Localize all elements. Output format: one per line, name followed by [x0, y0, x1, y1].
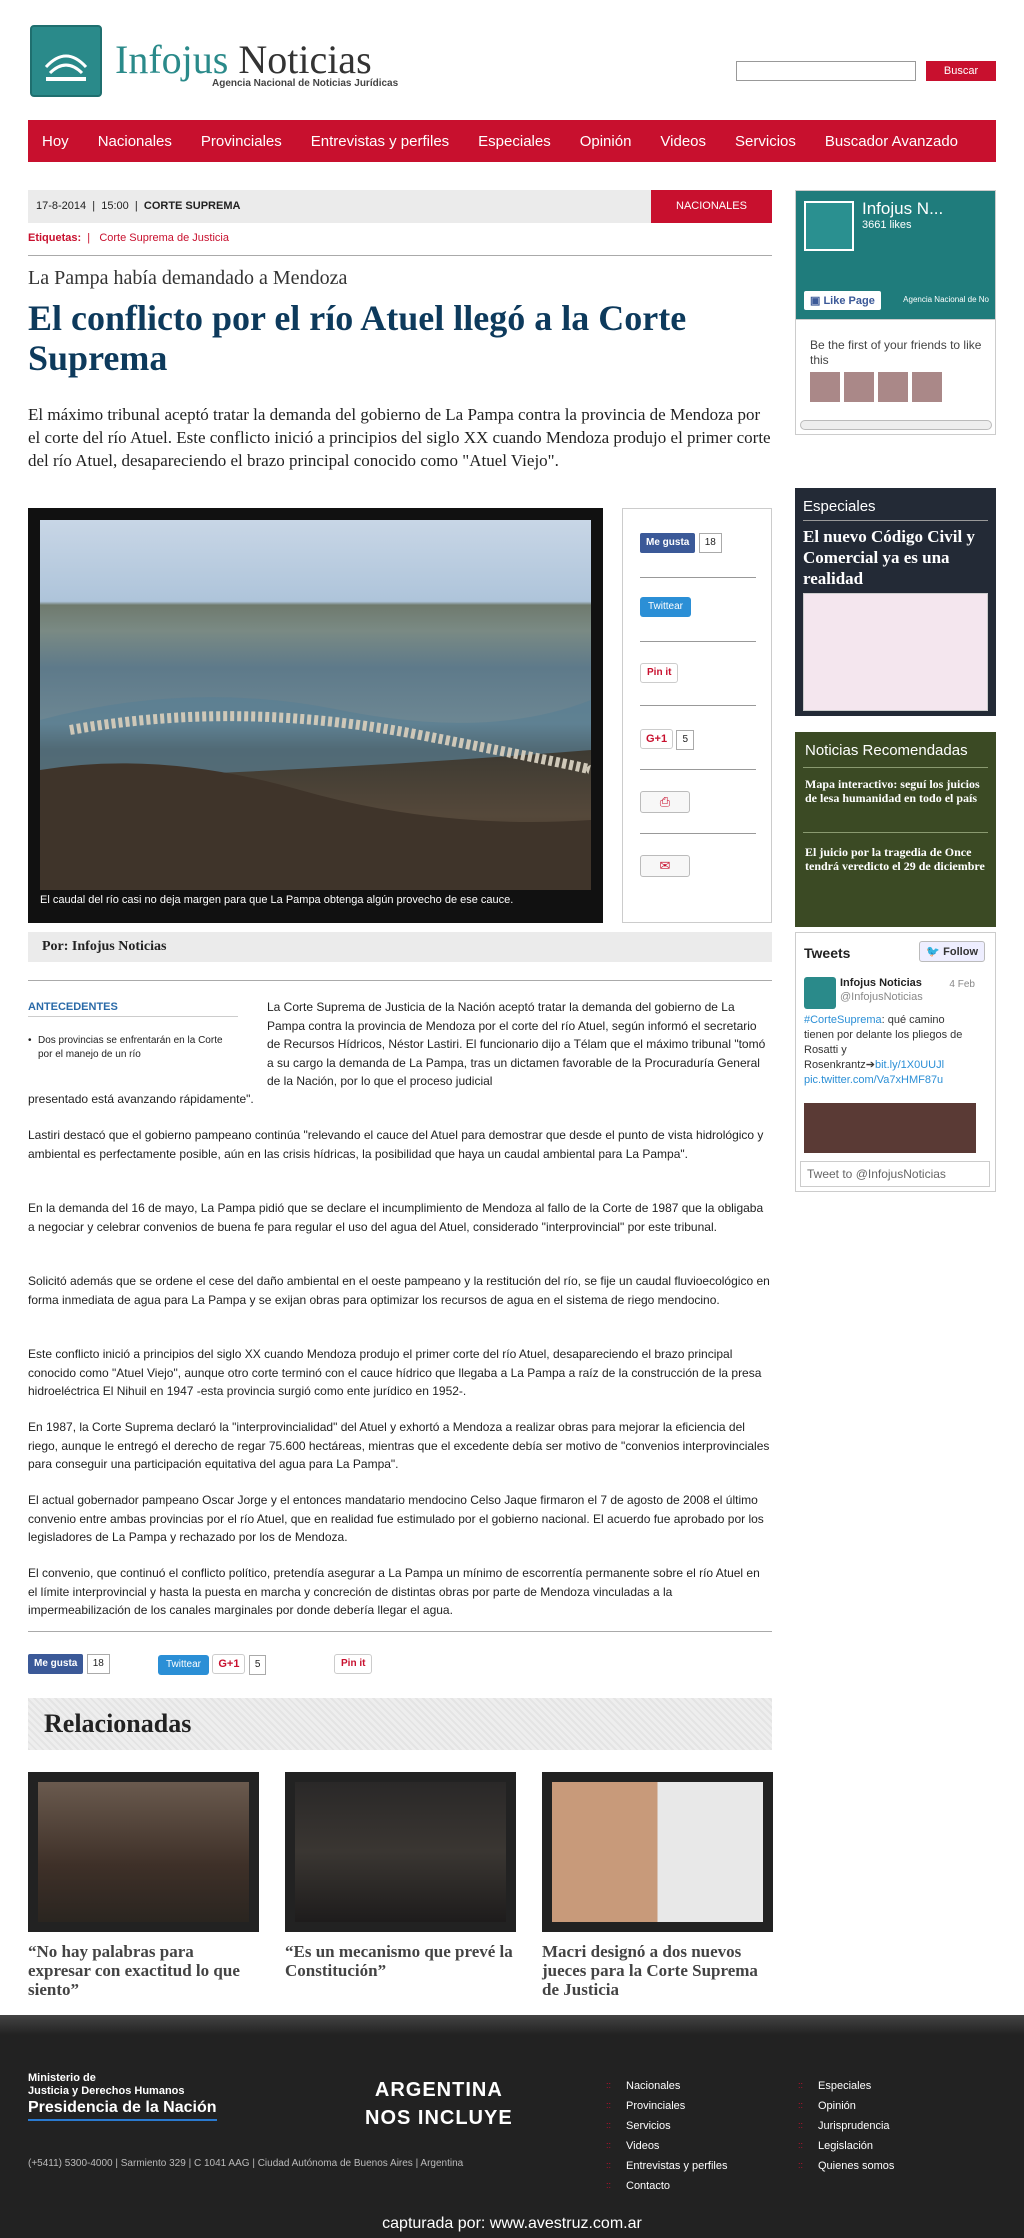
category-button[interactable]: NACIONALES: [651, 190, 772, 223]
related-title-1[interactable]: “No hay palabras para expresar con exactitud lo que siento”: [28, 1942, 240, 1999]
print-icon[interactable]: ⎙: [640, 791, 690, 813]
main-nav: [28, 120, 996, 162]
especiales-link[interactable]: El nuevo Código Civil y Comercial ya es una realidad: [803, 527, 975, 588]
article-paragraph-1: La Corte Suprema de Justicia de la Nación aceptó tratar la demanda del gobierno de La Pampa contra la provincia de Mendoza por el corte del río Atuel, según informó el secretario de Recursos Hídricos, Néstor Lastiri. El funcionario dijo a Télam que el máximo tribunal "tomó a su cargo la demanda de La Pampa, tras un dictamen favorable de la Procuraduría General de la Nación, por lo que el proceso judicial: [267, 1000, 766, 1088]
fb-like-label: Me gusta: [646, 537, 690, 548]
site-logo-icon[interactable]: [30, 25, 102, 97]
footer-link-provinciales[interactable]: :: Provinciales: [626, 2100, 685, 2112]
river-image: [40, 520, 591, 890]
article-paragraph-4: Solicitó además que se ordene el cese del daño ambiental en el oeste pampeano y la restitución del río, se fije un caudal fluvioecológico en forma inmediata de agua para La Pampa y se exijan obras para optimizar los recursos de agua en el sistema de riego mendocino.: [28, 1274, 770, 1307]
photo-caption: El caudal del río casi no deja margen para que La Pampa obtenga algún provecho de ese cauce.: [40, 894, 514, 906]
footer-link-entrevistas[interactable]: :: Entrevistas y perfiles: [626, 2160, 727, 2172]
related-image-2[interactable]: [285, 1772, 516, 1932]
divider: [28, 1631, 772, 1632]
article-kicker: La Pampa había demandado a Mendoza: [28, 267, 348, 289]
divider: [640, 641, 756, 642]
site-subtitle: Agencia Nacional de Noticias Jurídicas: [212, 78, 399, 89]
footer-ministerio: Ministerio de Justicia y Derechos Humanos: [28, 2072, 185, 2097]
fb-like-page-button[interactable]: ▣ Like Page: [804, 291, 881, 310]
article-paragraph-2: Lastiri destacó que el gobierno pampeano continúa "relevando el cauce del Atuel para demostrar que desde el punto de vista hidrológico y ambiental es perfectamente posible, aún en las crisis hídricas, la posibilidad que haya un caudal ambiental para La Pampa".: [28, 1128, 764, 1161]
recommended-title: Noticias Recomendadas: [805, 742, 968, 759]
site-name-part-1: Infojus: [115, 37, 229, 82]
byline: Por: Infojus Noticias: [28, 932, 772, 962]
tweet-author-handle[interactable]: @InfojusNoticias: [840, 991, 923, 1003]
fb-friend-thumbs: [810, 372, 942, 402]
nav-item-hoy[interactable]: Hoy: [42, 132, 69, 150]
tweet-date[interactable]: 4 Feb: [949, 979, 975, 990]
footer-argentina-1: ARGENTINA: [374, 2079, 503, 2101]
tweet-link-1[interactable]: bit.ly/1X0UUJl: [874, 1059, 945, 1071]
footer-link-especiales[interactable]: :: Especiales: [818, 2080, 871, 2092]
gplus-button[interactable]: [640, 729, 673, 749]
related-title-2[interactable]: “Es un mecanismo que prevé la Constitución”: [285, 1942, 513, 1980]
antecedentes-title: ANTECEDENTES: [28, 1001, 118, 1013]
follow-label: Follow: [943, 946, 978, 958]
twitter-button-bottom[interactable]: [158, 1655, 209, 1675]
nav-item-especiales[interactable]: Especiales: [478, 132, 551, 150]
gplus-count: 5: [676, 730, 694, 750]
nav-item-nacionales[interactable]: Nacionales: [97, 132, 172, 150]
tags-row: Etiquetas: | Corte Suprema de Justicia: [28, 232, 229, 244]
facebook-friends-box: [795, 320, 996, 435]
friend-avatar[interactable]: [912, 372, 942, 402]
search-button[interactable]: Buscar: [926, 61, 996, 81]
divider: [640, 769, 756, 770]
article-section: CORTE SUPREMA: [143, 200, 241, 212]
footer-argentina-2: NOS INCLUYE: [365, 2107, 513, 2129]
recommended-link-2[interactable]: El juicio por la tragedia de Once tendrá veredicto el 29 de diciembre: [805, 845, 985, 873]
article-paragraph-8: El convenio, que continuó el conflicto político, pretendía asegurar a La Pampa un mínimo de escorrentía permanente sobre el río Atuel en el límite interprovincial y hasta la puesta en marcha y concreción de distintas obras por parte de Mendoza vinculadas a la impermeabilización de los canales marginales por donde debería llegar el agua.: [28, 1566, 760, 1617]
site-name-part-2: Noticias: [238, 37, 372, 82]
fb-like-count: 18: [699, 533, 722, 553]
footer-presidencia: Presidencia de la Nación: [28, 2099, 217, 2121]
search-input[interactable]: [736, 61, 916, 81]
nav-item-buscador[interactable]: Buscador Avanzado: [824, 132, 959, 150]
twitter-follow-button[interactable]: [919, 941, 985, 962]
twitter-button[interactable]: [640, 597, 691, 617]
tag-link[interactable]: Corte Suprema de Justicia: [99, 232, 229, 244]
article-photo: [28, 508, 603, 923]
tweet-image[interactable]: [804, 1103, 976, 1153]
nav-item-opinion[interactable]: Opinión: [579, 132, 632, 150]
tweet-text: [804, 1013, 974, 1088]
fb-like-page-label: Like Page: [823, 295, 875, 307]
footer-address: (+5411) 5300-4000 | Sarmiento 329 | C 1041 AAG | Ciudad Autónoma de Buenos Aires | Argentina: [28, 2158, 464, 2169]
recommended-link-1[interactable]: Mapa interactivo: seguí los juicios de lesa humanidad en todo el país: [805, 777, 980, 805]
fb-page-name[interactable]: Infojus N...: [862, 199, 944, 218]
capture-watermark: capturada por: www.avestruz.com.ar: [382, 2215, 642, 2232]
gplus-label: G+1: [218, 1658, 240, 1670]
article-date: 17-8-2014: [36, 200, 87, 212]
twitter-widget: [795, 932, 996, 1192]
footer-link-jurisprudencia[interactable]: :: Jurisprudencia: [818, 2120, 890, 2132]
email-icon[interactable]: ✉: [640, 855, 690, 877]
gplus-count-bottom: 5: [249, 1655, 267, 1675]
tweet-avatar[interactable]: [804, 977, 836, 1009]
footer-link-legislacion[interactable]: :: Legislación: [818, 2140, 873, 2152]
bottom-share-bar-3: [334, 1654, 372, 1674]
fb-like-label: Me gusta: [34, 1658, 78, 1669]
horizontal-scrollbar[interactable]: [800, 420, 992, 430]
divider: [640, 833, 756, 834]
fb-like-button-bottom[interactable]: [28, 1654, 83, 1674]
fb-friends-text: Be the first of your friends to like this: [810, 338, 982, 367]
pinterest-button-bottom[interactable]: [334, 1654, 372, 1674]
divider: [803, 520, 988, 521]
divider: [640, 577, 756, 578]
twitter-bird-icon: 🐦: [926, 946, 941, 958]
tweets-title: Tweets: [804, 945, 851, 961]
footer-link-servicios[interactable]: :: Servicios: [626, 2120, 671, 2132]
footer-argentina-logo: [365, 2076, 513, 2132]
divider: [640, 705, 756, 706]
fb-page-subtitle: Agencia Nacional de No: [903, 295, 989, 304]
divider: [803, 832, 988, 833]
fb-page-logo-icon: [804, 201, 854, 251]
article-paragraph-5: Este conflicto inició a principios del siglo XX cuando Mendoza produjo el primer corte del río Atuel, desapareciendo el brazo principal conocido como "Atuel Viejo", aunque otro corte terminó con el cauce hídrico que llegaba a La Pampa a raíz de la construcción de la presa hidroeléctrica El Nihuil en 1947 -esta provincia surgió como ente jurídico en 1952-.: [28, 1347, 762, 1398]
divider: [803, 767, 988, 768]
bottom-share-bar-2: [158, 1654, 266, 1675]
fb-like-button[interactable]: [640, 533, 695, 553]
article-lead: El máximo tribunal aceptó tratar la demanda del gobierno de La Pampa contra la provincia de Mendoza por el corte del río Atuel. Este conflicto inició a principios del siglo XX cuando Mendoza produjo el primer corte del río Atuel, desapareciendo el brazo principal conocido como "Atuel Viejo".: [28, 405, 771, 470]
divider: [28, 255, 772, 256]
nav-item-entrevistas[interactable]: Entrevistas y perfiles: [310, 132, 450, 150]
especiales-box: [795, 488, 996, 716]
related-heading: Relacionadas: [28, 1698, 772, 1750]
tweet-body: : qué camino tienen por delante los pliegos de Rosatti y Rosenkrantz➔: [804, 1014, 963, 1071]
article-paragraph-6: En 1987, la Corte Suprema declaró la "interprovincialidad" del Atuel y exhortó a Mendoza a realizar obras para mejorar la eficiencia del riego, aunque le entregó el derecho de regar 75.600 hectáreas, mientras que el excedente debía ser motivo de "convenios interprovinciales para conseguir una participación equitativa del agua para La Pampa".: [28, 1420, 770, 1471]
fb-page-likes: 3661 likes: [862, 219, 912, 231]
divider: [28, 980, 772, 981]
article-time: 15:00: [101, 200, 129, 212]
article-meta-bar: 17-8-2014 | 15:00 | CORTE SUPREMA: [28, 190, 772, 223]
pinterest-label: Pin it: [341, 1658, 366, 1669]
nav-item-provinciales[interactable]: Provinciales: [200, 132, 282, 150]
tweet-link-2[interactable]: pic.twitter.com/Va7xHMF87u: [804, 1074, 944, 1086]
tweet-to-input[interactable]: Tweet to @InfojusNoticias: [800, 1161, 990, 1187]
bottom-share-bar: [28, 1654, 110, 1674]
especiales-image[interactable]: [803, 593, 988, 711]
facebook-page-widget: [795, 190, 996, 320]
footer-link-videos[interactable]: :: Videos: [626, 2140, 659, 2152]
pinterest-label: Pin it: [647, 667, 672, 678]
antecedentes-link[interactable]: • Dos provincias se enfrentarán en la Corte por el manejo de un río: [38, 1034, 228, 1062]
recommended-box: [795, 732, 996, 927]
friend-avatar[interactable]: [810, 372, 840, 402]
tags-label: Etiquetas:: [28, 232, 82, 244]
share-column: [622, 508, 772, 923]
nav-item-servicios[interactable]: Servicios: [735, 132, 796, 150]
footer-link-opinion[interactable]: :: Opinión: [818, 2100, 856, 2112]
twitter-label: Twittear: [166, 1659, 202, 1670]
related-image-1[interactable]: [28, 1772, 259, 1932]
friend-avatar[interactable]: [878, 372, 908, 402]
tweet-author-name[interactable]: Infojus Noticias: [840, 977, 922, 989]
gplus-label: G+1: [646, 733, 668, 745]
related-image-3[interactable]: [542, 1772, 773, 1932]
footer-link-nacionales[interactable]: :: Nacionales: [626, 2080, 680, 2092]
pinterest-button[interactable]: [640, 663, 678, 683]
article-paragraph-7: El actual gobernador pampeano Oscar Jorge y el entonces mandatario mendocino Celso Jaque firmaron el 7 de agosto de 2008 el último convenio entre ambas provincias por el río Atuel, que en realidad fue estimulado por el gobierno nacional. El acuerdo fue aprobado por los legisladores de La Pampa y rechazado por los de Mendoza.: [28, 1493, 764, 1544]
footer-link-contacto[interactable]: :: Contacto: [626, 2180, 670, 2192]
especiales-title: Especiales: [803, 498, 876, 515]
divider: [28, 1016, 238, 1017]
article-title: El conflicto por el río Atuel llegó a la Corte Suprema: [28, 298, 687, 378]
nav-item-videos[interactable]: Videos: [660, 132, 707, 150]
footer-link-quienes-somos[interactable]: :: Quienes somos: [818, 2160, 894, 2172]
article-paragraph-1-end: presentado está avanzando rápidamente".: [28, 1092, 254, 1106]
friend-avatar[interactable]: [844, 372, 874, 402]
fb-like-count-bottom: 18: [87, 1654, 110, 1674]
twitter-label: Twittear: [648, 601, 684, 612]
article-paragraph-3: En la demanda del 16 de mayo, La Pampa pidió que se declare el incumplimiento de Mendoza al fallo de la Corte de 1987 que la obligaba a negociar y celebrar convenios de buena fe para regular el uso del agua del Atuel, considerado "interprovincial" por este tribunal.: [28, 1201, 764, 1234]
site-name[interactable]: [115, 36, 372, 83]
gplus-button-bottom[interactable]: [212, 1654, 245, 1674]
tweet-hashtag[interactable]: #CorteSuprema: [804, 1014, 882, 1026]
related-title-3[interactable]: Macri designó a dos nuevos jueces para la Corte Suprema de Justicia: [542, 1942, 758, 1999]
